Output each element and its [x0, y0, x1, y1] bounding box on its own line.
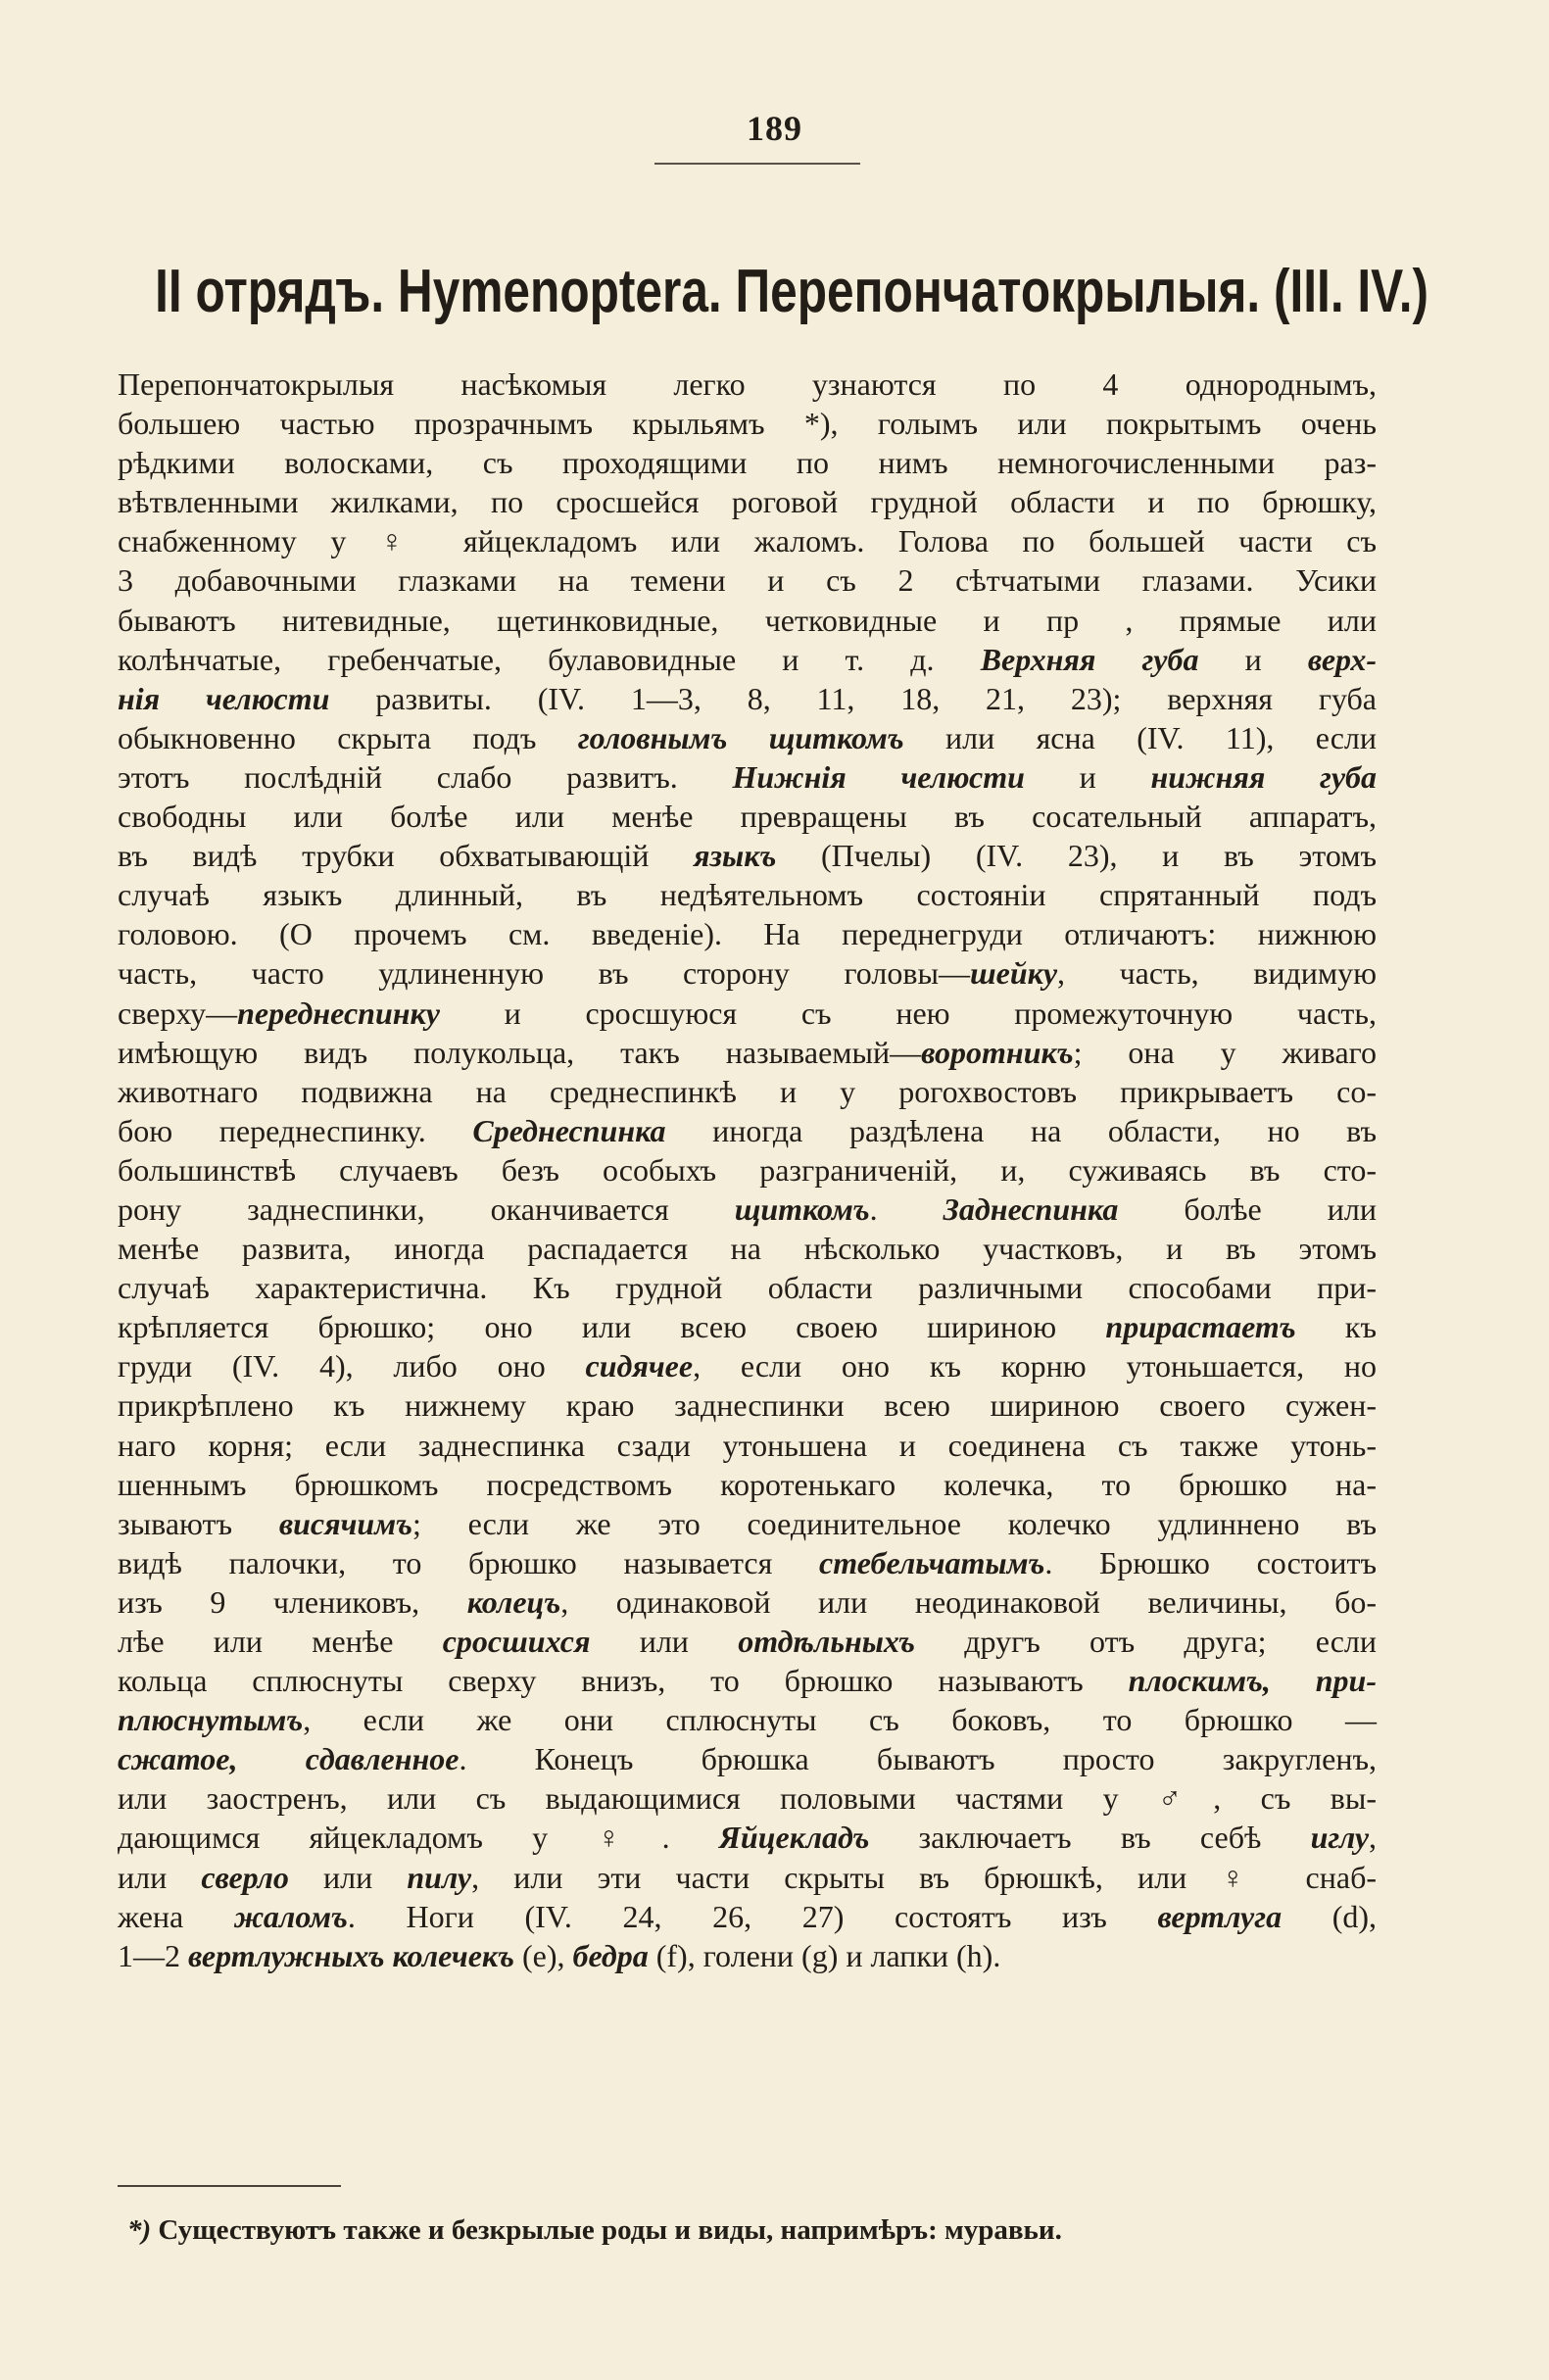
- italic-term: переднеспинку: [237, 995, 440, 1031]
- italic-term: Заднеспинка: [943, 1190, 1119, 1227]
- italic-term: Нижнія челюсти: [732, 758, 1025, 795]
- text-line: [118, 1622, 1377, 1661]
- text-line: [118, 1190, 1377, 1229]
- italic-term: Яйцекладъ: [718, 1820, 870, 1856]
- italic-term: стебельчатымъ: [819, 1544, 1045, 1580]
- text-line: [118, 718, 1377, 757]
- text-line: [118, 1229, 1377, 1268]
- italic-term: шейку: [969, 955, 1058, 992]
- text-line: [118, 1150, 1377, 1190]
- text-run: вѣтвленными жилками, по сросшейся роговой грудной области и по брюшку,: [118, 484, 1377, 520]
- text-run: 3 добавочными глазками на темени и съ 2 сѣтчатыми глазами. Усики: [118, 562, 1377, 599]
- italic-term: сжатое, сдавленное: [118, 1741, 460, 1777]
- text-line: [118, 443, 1377, 482]
- text-run: груди (IV. 4), либо оно: [118, 1348, 586, 1384]
- text-run: или заостренъ, или съ выдающимися половыми частями у ♂, съ вы-: [118, 1780, 1377, 1817]
- text-run: иногда раздѣлена на области, но въ: [665, 1112, 1378, 1148]
- italic-term: пилу: [407, 1859, 472, 1895]
- text-run: случаѣ характеристична. Къ грудной области различными способами при-: [118, 1270, 1377, 1306]
- section-title: II отрядъ. Hymenoptera. Перепончатокрылыя. (III. IV.): [155, 258, 1428, 325]
- body-paragraph: [118, 364, 1377, 1975]
- italic-term: висячимъ: [278, 1505, 412, 1541]
- italic-term: языкъ: [694, 838, 777, 874]
- text-run: (d),: [1282, 1898, 1378, 1934]
- text-run: къ: [1295, 1309, 1378, 1345]
- footnote-rule: [118, 2185, 341, 2187]
- italic-term: Верхняя губа: [980, 641, 1199, 677]
- text-line: [118, 404, 1377, 443]
- italic-term: жаломъ: [233, 1898, 348, 1934]
- page-number-rule: [654, 163, 860, 165]
- text-line: [118, 836, 1377, 875]
- text-line: [118, 1268, 1377, 1307]
- text-line: [118, 521, 1377, 560]
- text-run: . Конецъ брюшка бываютъ просто закругленъ,: [459, 1741, 1378, 1777]
- text-line: [118, 797, 1377, 836]
- text-run: прикрѣплено къ нижнему краю заднеспинки всею шириною своего сужен-: [118, 1387, 1377, 1424]
- italic-term: плюснутымъ: [118, 1702, 304, 1738]
- text-run: ; она у живаго: [1073, 1034, 1378, 1070]
- text-line: [118, 994, 1377, 1033]
- text-line: [118, 1700, 1377, 1739]
- text-line: [118, 1936, 1377, 1975]
- text-run: имѣющую видъ полукольца, такъ называемый—: [118, 1034, 922, 1070]
- text-run: дающимся яйцекладомъ у ♀.: [118, 1820, 719, 1856]
- text-run: рону заднеспинки, оканчивается: [118, 1190, 735, 1227]
- text-line: [118, 1858, 1377, 1897]
- italic-term: бедра: [572, 1937, 649, 1973]
- text-line: [118, 1661, 1377, 1700]
- text-line: [118, 1111, 1377, 1150]
- text-run: сверху—: [118, 995, 238, 1031]
- text-run: зываютъ: [118, 1505, 279, 1541]
- text-run: шеннымъ брюшкомъ посредствомъ коротенькаго колечка, то брюшко на-: [118, 1466, 1377, 1502]
- text-run: большинствѣ случаевъ безъ особыхъ разграниченій, и, суживаясь въ сто-: [118, 1151, 1377, 1188]
- italic-term: прирастаетъ: [1105, 1309, 1296, 1345]
- text-run: бываютъ нитевидные, щетинковидные, четковидные и пр , прямые или: [118, 602, 1377, 638]
- italic-term: сверло: [201, 1859, 289, 1895]
- italic-term: вертлужныхъ колечекъ: [188, 1937, 514, 1973]
- italic-term: нижняя губа: [1150, 758, 1378, 795]
- text-run: и: [1198, 641, 1308, 677]
- text-run: (Пчелы) (IV. 23), и въ этомъ: [776, 838, 1378, 874]
- text-run: . Брюшко состоитъ: [1044, 1544, 1378, 1580]
- text-run: и: [1024, 758, 1151, 795]
- text-run: , или эти части скрыты въ брюшкѣ, или ♀ снаб-: [471, 1859, 1378, 1895]
- text-run: , одинаковой или неодинаковой величины, бо-: [560, 1583, 1378, 1620]
- text-run: ,: [1369, 1820, 1378, 1856]
- text-run: жена: [118, 1898, 234, 1934]
- text-line: [118, 875, 1377, 914]
- italic-term: сросшихся: [442, 1624, 591, 1659]
- text-run: (f), голени (g) и лапки (h).: [648, 1937, 1001, 1973]
- text-line: [118, 1543, 1377, 1582]
- text-run: крѣпляется брюшко; оно или всею своею шириною: [118, 1309, 1106, 1345]
- text-run: видѣ палочки, то брюшко называется: [118, 1544, 820, 1580]
- text-run: (e),: [513, 1937, 573, 1973]
- text-run: снабженному у ♀ яйцекладомъ или жаломъ. Голова по большей части съ: [118, 523, 1377, 559]
- italic-term: плоскимъ, при-: [1128, 1663, 1378, 1699]
- text-line: [118, 1739, 1377, 1778]
- italic-term: иглу: [1310, 1820, 1370, 1856]
- text-run: заключаетъ въ себѣ: [869, 1820, 1311, 1856]
- italic-term: головнымъ щиткомъ: [577, 719, 904, 755]
- text-run: другъ отъ друга; если: [914, 1624, 1378, 1659]
- text-run: животнаго подвижна на среднеспинкѣ и у рогохвостовъ прикрываетъ со-: [118, 1073, 1377, 1109]
- text-run: или: [288, 1859, 408, 1895]
- text-run: или: [118, 1859, 202, 1895]
- text-run: въ видѣ трубки обхватывающій: [118, 838, 695, 874]
- text-run: 1—2: [118, 1937, 188, 1973]
- text-line: [118, 482, 1377, 521]
- text-line: [118, 914, 1377, 953]
- italic-term: колецъ: [466, 1583, 561, 1620]
- text-run: и сросшуюся съ нею промежуточную часть,: [439, 995, 1377, 1031]
- text-line: [118, 1897, 1377, 1936]
- italic-term: нія челюсти: [118, 680, 330, 716]
- text-run: Перепончатокрылыя насѣкомыя легко узнаются по 4 однороднымъ,: [118, 366, 1377, 402]
- text-line: [118, 1818, 1377, 1857]
- text-run: случаѣ языкъ длинный, въ недѣятельномъ состояніи спрятанный подъ: [118, 877, 1377, 913]
- text-run: рѣдкими волосками, съ проходящими по нимъ немногочисленными раз-: [118, 445, 1377, 481]
- text-line: [118, 1426, 1377, 1465]
- text-line: [118, 953, 1377, 993]
- italic-term: отдѣльныхъ: [738, 1624, 915, 1659]
- text-run: свободны или болѣе или менѣе превращены въ сосательный аппаратъ,: [118, 799, 1377, 835]
- text-run: , часть, видимую: [1057, 955, 1377, 992]
- text-run: или ясна (IV. 11), если: [903, 719, 1378, 755]
- text-line: [118, 1385, 1377, 1425]
- text-run: бою переднеспинку.: [118, 1112, 473, 1148]
- text-line: [118, 1346, 1377, 1385]
- text-run: менѣе развита, иногда распадается на нѣсколько участковъ, и въ этомъ: [118, 1231, 1377, 1267]
- text-line: [118, 1307, 1377, 1346]
- text-run: болѣе или: [1118, 1190, 1378, 1227]
- text-run: , если же они сплюснуты съ боковъ, то брюшко —: [303, 1702, 1377, 1738]
- text-run: .: [869, 1190, 944, 1227]
- text-line: [118, 1033, 1377, 1072]
- text-run: колѣнчатые, гребенчатые, булавовидные и т. д.: [118, 641, 981, 677]
- footnote-text: Существуютъ также и безкрылые роды и виды, напримѣръ: муравьи.: [151, 2214, 1062, 2246]
- text-run: развиты. (IV. 1—3, 8, 11, 18, 21, 23); верхняя губа: [329, 680, 1378, 716]
- text-line: [118, 1778, 1377, 1818]
- italic-term: вертлуга: [1157, 1898, 1283, 1934]
- text-run: лѣе или менѣе: [118, 1624, 443, 1659]
- text-run: головою. (О прочемъ см. введеніе). На переднегруди отличаютъ: нижнюю: [118, 916, 1377, 952]
- text-line: [118, 640, 1377, 679]
- text-line: [118, 560, 1377, 600]
- text-run: наго корня; если заднеспинка сзади утоньшена и соединена съ также утонь-: [118, 1427, 1377, 1463]
- text-run: обыкновенно скрыта подъ: [118, 719, 578, 755]
- text-run: изъ 9 члениковъ,: [118, 1583, 467, 1620]
- text-line: [118, 1465, 1377, 1504]
- footnote-mark: *): [127, 2214, 152, 2246]
- text-run: большею частью прозрачнымъ крыльямъ *), голымъ или покрытымъ очень: [118, 406, 1377, 442]
- text-run: , если оно къ корню утоньшается, но: [693, 1348, 1378, 1384]
- text-line: [118, 1504, 1377, 1543]
- footnote: [127, 2214, 1062, 2247]
- text-line: [118, 679, 1377, 718]
- italic-term: верх-: [1307, 641, 1378, 677]
- text-line: [118, 1072, 1377, 1111]
- text-line: [118, 757, 1377, 797]
- text-run: этотъ послѣдній слабо развитъ.: [118, 758, 733, 795]
- italic-term: щиткомъ: [734, 1190, 870, 1227]
- text-run: ; если же это соединительное колечко удлиннено въ: [411, 1505, 1378, 1541]
- italic-term: сидячее: [585, 1348, 694, 1384]
- text-run: . Ноги (IV. 24, 26, 27) состоятъ изъ: [347, 1898, 1158, 1934]
- italic-term: воротникъ: [921, 1034, 1074, 1070]
- page-number: 189: [747, 109, 802, 148]
- text-run: или: [590, 1624, 739, 1659]
- text-line: [118, 1582, 1377, 1622]
- text-line: [118, 364, 1377, 404]
- text-run: часть, часто удлиненную въ сторону головы—: [118, 955, 970, 992]
- italic-term: Среднеспинка: [472, 1112, 666, 1148]
- text-line: [118, 601, 1377, 640]
- text-run: кольца сплюснуты сверху внизъ, то брюшко называютъ: [118, 1663, 1129, 1699]
